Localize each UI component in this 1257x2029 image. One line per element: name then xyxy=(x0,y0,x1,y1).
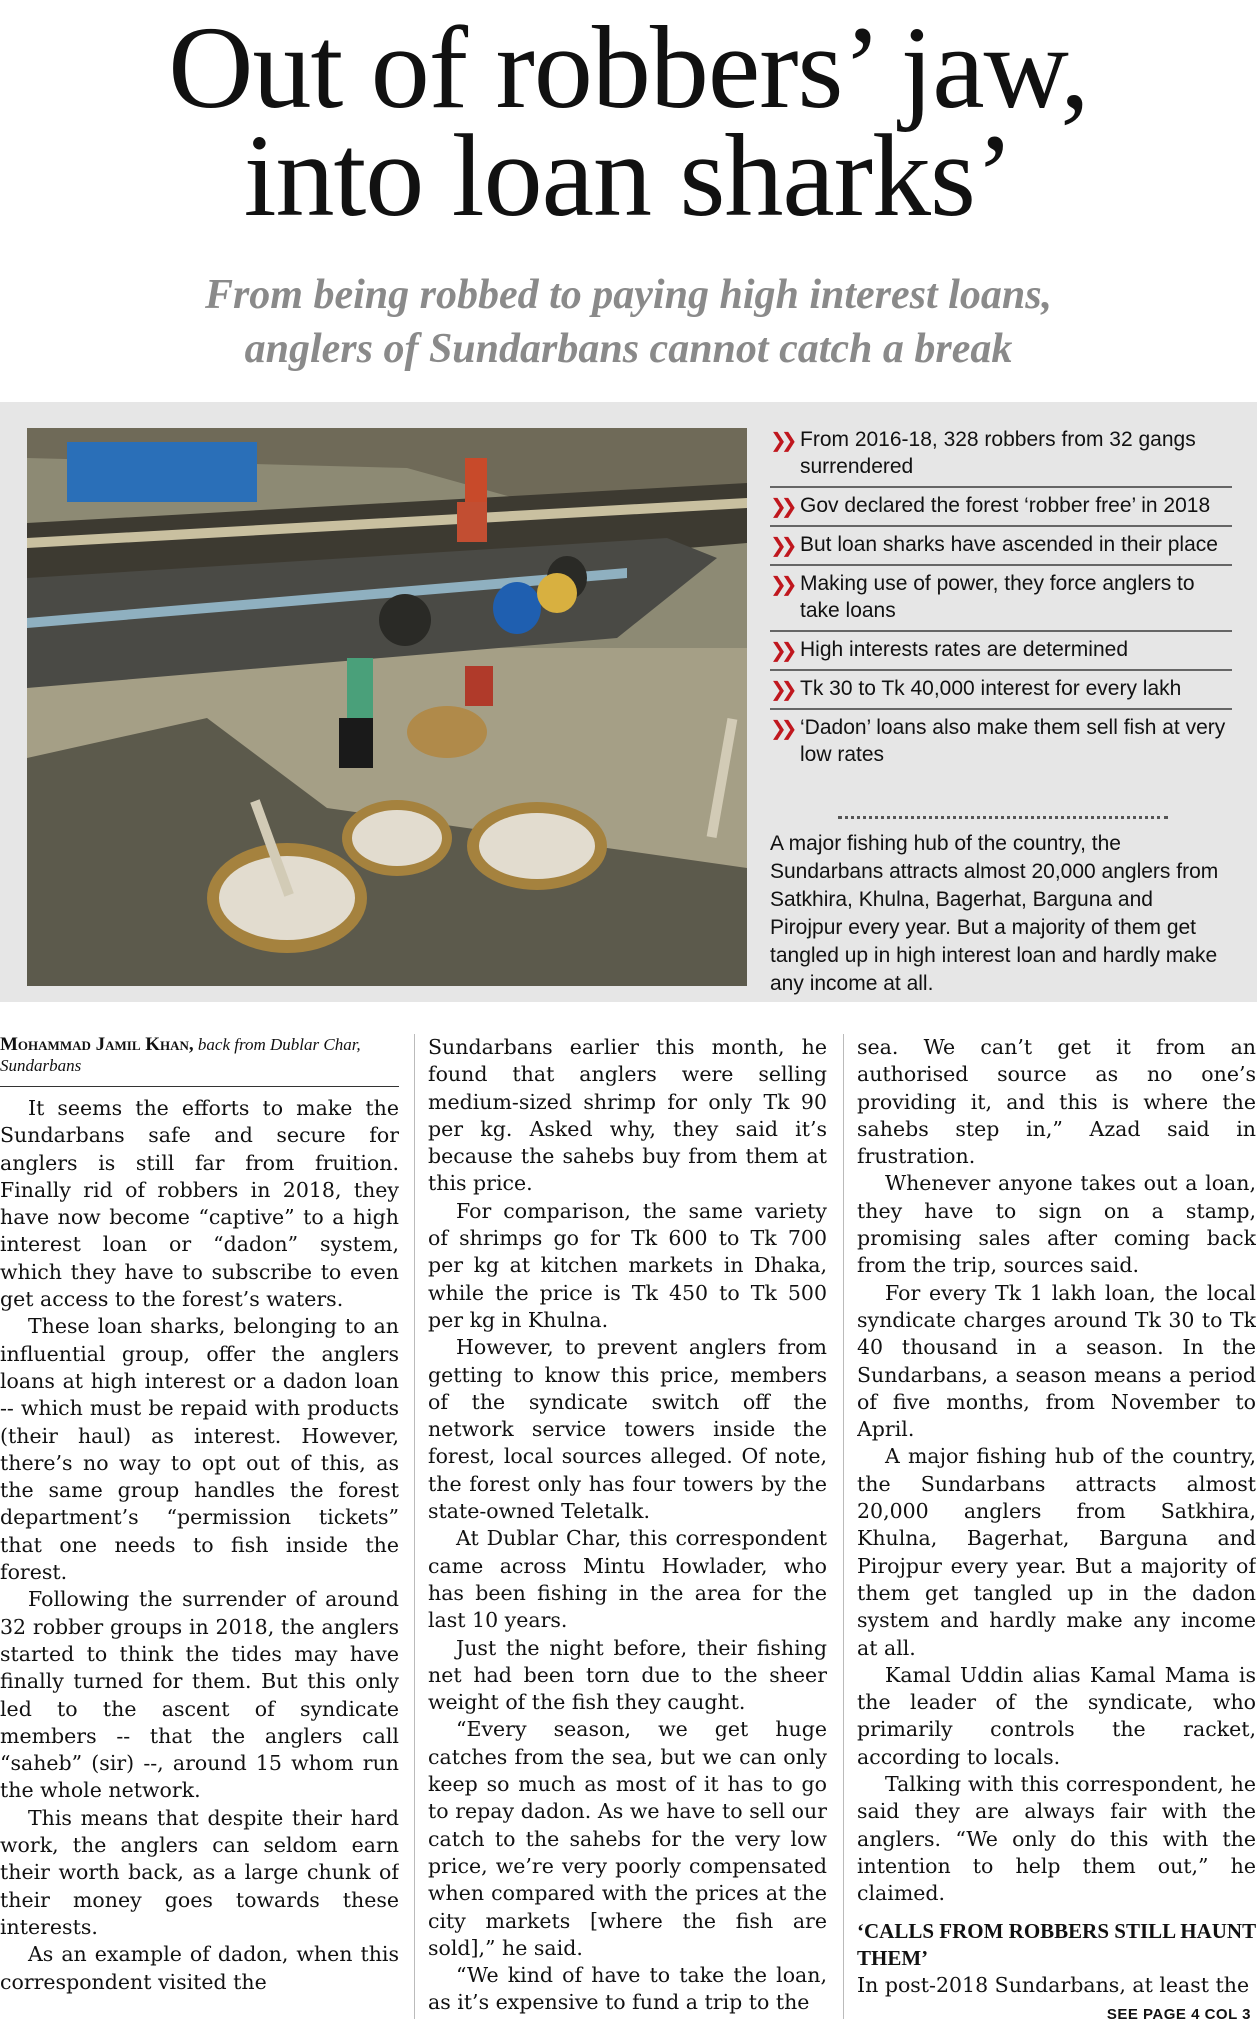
article-column-1 xyxy=(0,1034,399,2019)
highlight-item: ❯❯ High interests rates are determined xyxy=(770,632,1232,671)
paragraph: Kamal Uddin alias Kamal Mama is the leader of the syndicate, who primarily controls the racket, according to locals. xyxy=(857,1662,1256,1769)
paragraph: A major fishing hub of the country, the Sundarbans attracts almost 20,000 anglers from Satkhira, Khulna, Bagerhat, Barguna and Pirojpur every year. But a majority of them get tangled up in the dadon system and hardly make any income at all. xyxy=(857,1444,1256,1660)
paragraph: Talking with this correspondent, he said they are always fair with the anglers. “We only do this with the intention to help them out,” he claimed. xyxy=(857,1772,1256,1906)
article-column-2 xyxy=(428,1034,827,2019)
deck-line-2: anglers of Sundarbans cannot catch a break xyxy=(244,326,1013,372)
column-rule xyxy=(843,1034,844,2019)
box-summary: A major fishing hub of the country, the Sundarbans attracts almost 20,000 anglers from Satkhira, Khulna, Bagerhat, Barguna and Pirojpur every year. But a majority of them get tangled up in high interest loan and hardly make any income at all. xyxy=(770,832,1219,995)
highlight-item: ❯❯ From 2016-18, 328 robbers from 32 gangs surrendered xyxy=(770,422,1232,488)
subhead: ‘CALLS FROM ROBBERS STILL HAUNT THEM’ xyxy=(857,1918,1256,1970)
paragraph: It seems the efforts to make the Sundarbans safe and secure for anglers is still far from fruition. Finally rid of robbers in 2018, they have now become “captive” to a high interest loan or “dadon” system, which they have to subscribe to even get access to the forest’s waters. xyxy=(0,1096,399,1312)
paragraph: In post-2018 Sundarbans, at least the xyxy=(857,1972,1250,1997)
highlight-item: ❯❯ Tk 30 to Tk 40,000 interest for every lakh xyxy=(770,671,1232,710)
paragraph: Following the surrender of around 32 robber groups in 2018, the anglers started to think the tides may have finally turned for them. But this only led to the ascent of syndicate members -- that the anglers call “saheb” (sir) --, around 15 whom run the whole network. xyxy=(0,1587,399,1803)
photo-icon xyxy=(27,428,747,986)
highlight-item: ❯❯ But loan sharks have ascended in their place xyxy=(770,527,1232,566)
article-column-3 xyxy=(857,1034,1256,2019)
paragraph: Whenever anyone takes out a loan, they have to sign on a stamp, promising sales after coming back from the trip, sources said. xyxy=(857,1171,1256,1278)
paragraph: This means that despite their hard work, the anglers can seldom earn their worth back, as a large chunk of their money goes towards these interests. xyxy=(0,1805,399,1939)
paragraph: These loan sharks, belonging to an influential group, offer the anglers loans at high interest or a dadon loan -- which must be repaid with products (their haul) as interest. However, there’s no way to opt out of this, as the same group handles the forest department’s “permission tickets” that one needs to fish inside the forest. xyxy=(0,1314,399,1585)
deck-line-1: From being robbed to paying high interest loans, xyxy=(204,272,1053,318)
paragraph: Just the night before, their fishing net had been torn due to the sheer weight of the fish they caught. xyxy=(428,1635,827,1715)
chevron-right-icon: ❯❯ xyxy=(770,572,792,596)
chevron-right-icon: ❯❯ xyxy=(770,716,792,740)
news-photo xyxy=(27,428,747,986)
paragraph: Sundarbans earlier this month, he found that anglers were selling medium-sized shrimp for only Tk 90 per kg. Asked why, they said it’s because the sahebs buy from them at this price. xyxy=(428,1035,827,1196)
highlight-item: ❯❯ ‘Dadon’ loans also make them sell fish at very low rates xyxy=(770,716,1226,766)
dotted-divider xyxy=(838,816,1168,819)
author-name: Mohammad Jamil Khan, xyxy=(0,1034,194,1055)
highlights-list xyxy=(770,422,1232,774)
paragraph: At Dublar Char, this correspondent came across Mintu Howlader, who has been fishing in the area for the last 10 years. xyxy=(428,1526,827,1633)
column-rule xyxy=(414,1034,415,2019)
paragraph: For every Tk 1 lakh loan, the local syndicate charges around Tk 30 to Tk 40 thousand in a season. In the Sundarbans, a season means a period of five months, from November to April. xyxy=(857,1280,1256,1442)
headline xyxy=(0,2,1257,241)
paragraph: “Every season, we get huge catches from the sea, but we can only keep so much as most of it has to go to repay dadon. As we have to sell our catch to the sahebs for the very low price, we’re very poorly compensated when compared with the prices at the city markets [where the fish are sold],” he said. xyxy=(428,1717,827,1960)
headline-line-1: Out of robbers’ jaw, xyxy=(168,2,1089,133)
chevron-right-icon: ❯❯ xyxy=(770,494,792,518)
chevron-right-icon: ❯❯ xyxy=(770,533,792,557)
paragraph: As an example of dadon, when this correspondent visited the xyxy=(0,1942,399,1994)
paragraph: However, to prevent anglers from getting to know this price, members of the syndicate switch off the network service towers inside the forest, local sources alleged. Of note, the forest only has four towers by the state-owned Teletalk. xyxy=(428,1335,827,1524)
paragraph: sea. We can’t get it from an authorised source as no one’s providing it, and this is where the sahebs step in,” Azad said in frustration. xyxy=(857,1035,1256,1169)
headline-line-2: into loan sharks’ xyxy=(243,110,1014,241)
chevron-right-icon: ❯❯ xyxy=(770,638,792,662)
chevron-right-icon: ❯❯ xyxy=(770,428,792,452)
byline xyxy=(0,1034,399,1087)
jump-line: SEE PAGE 4 COL 3 xyxy=(1106,2006,1251,2023)
highlight-item: ❯❯ Gov declared the forest ‘robber free’ in 2018 xyxy=(770,488,1232,527)
highlight-item: ❯❯ Making use of power, they force anglers to take loans xyxy=(770,566,1232,632)
paragraph: For comparison, the same variety of shrimps go for Tk 600 to Tk 700 per kg at kitchen markets in Dhaka, while the price is Tk 450 to Tk 500 per kg in Khulna. xyxy=(428,1198,827,1332)
dateline: back from Dublar Char, Sundarbans xyxy=(0,1035,361,1075)
paragraph: “We kind of have to take the loan, as it’s expensive to fund a trip to the xyxy=(428,1963,827,2015)
deck xyxy=(0,268,1257,376)
chevron-right-icon: ❯❯ xyxy=(770,677,792,701)
